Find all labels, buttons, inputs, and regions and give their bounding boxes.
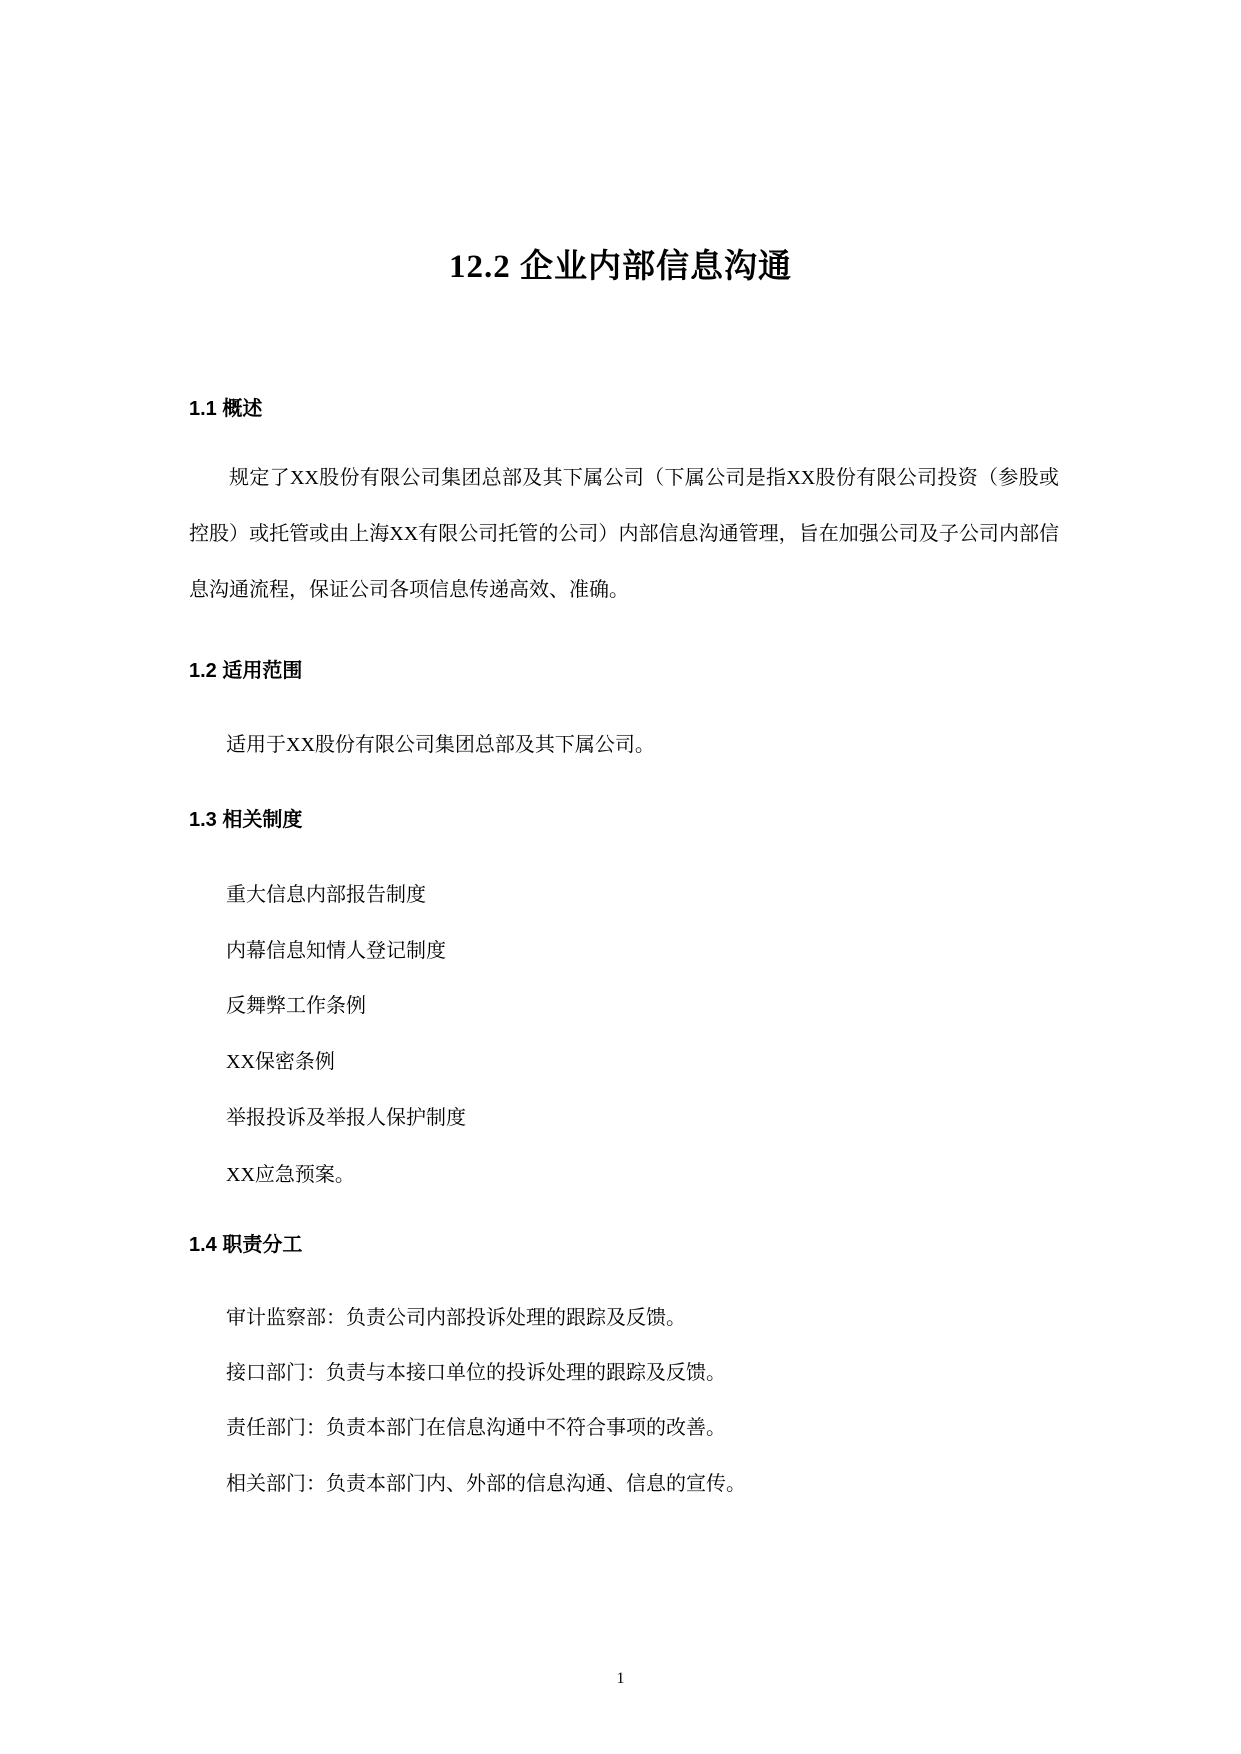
responsibility-item: 相关部门：负责本部门内、外部的信息沟通、信息的宣传。 — [226, 1473, 746, 1495]
responsibility-item: 审计监察部：负责公司内部投诉处理的跟踪及反馈。 — [226, 1307, 686, 1329]
regulation-item: XX应急预案。 — [226, 1164, 355, 1186]
regulation-item: 举报投诉及举报人保护制度 — [226, 1107, 466, 1129]
regulation-item: 反舞弊工作条例 — [226, 995, 366, 1017]
regulation-item: 内幕信息知情人登记制度 — [226, 940, 446, 962]
regulation-item: 重大信息内部报告制度 — [226, 884, 426, 906]
section-heading-overview: 1.1 概述 — [189, 398, 263, 420]
responsibility-item: 责任部门：负责本部门在信息沟通中不符合事项的改善。 — [226, 1417, 726, 1439]
section-heading-responsibilities: 1.4 职责分工 — [189, 1234, 303, 1256]
section-heading-scope: 1.2 适用范围 — [189, 660, 303, 682]
document-title: 12.2 企业内部信息沟通 — [449, 249, 792, 285]
responsibility-item: 接口部门：负责与本接口单位的投诉处理的跟踪及反馈。 — [226, 1362, 726, 1384]
page-number: 1 — [616, 1670, 625, 1687]
scope-text: 适用于XX股份有限公司集团总部及其下属公司。 — [226, 734, 655, 756]
overview-paragraph: 规定了XX股份有限公司集团总部及其下属公司（下属公司是指XX股份有限公司投资（参股或控股）或托管或由上海XX有限公司托管的公司）内部信息沟通管理，旨在加强公司及子公司内部信息沟通流程，保证公司各项信息传递高效、准确。 — [189, 467, 1059, 601]
section-heading-related-regulations: 1.3 相关制度 — [189, 809, 303, 831]
regulation-item: XX保密条例 — [226, 1051, 335, 1073]
